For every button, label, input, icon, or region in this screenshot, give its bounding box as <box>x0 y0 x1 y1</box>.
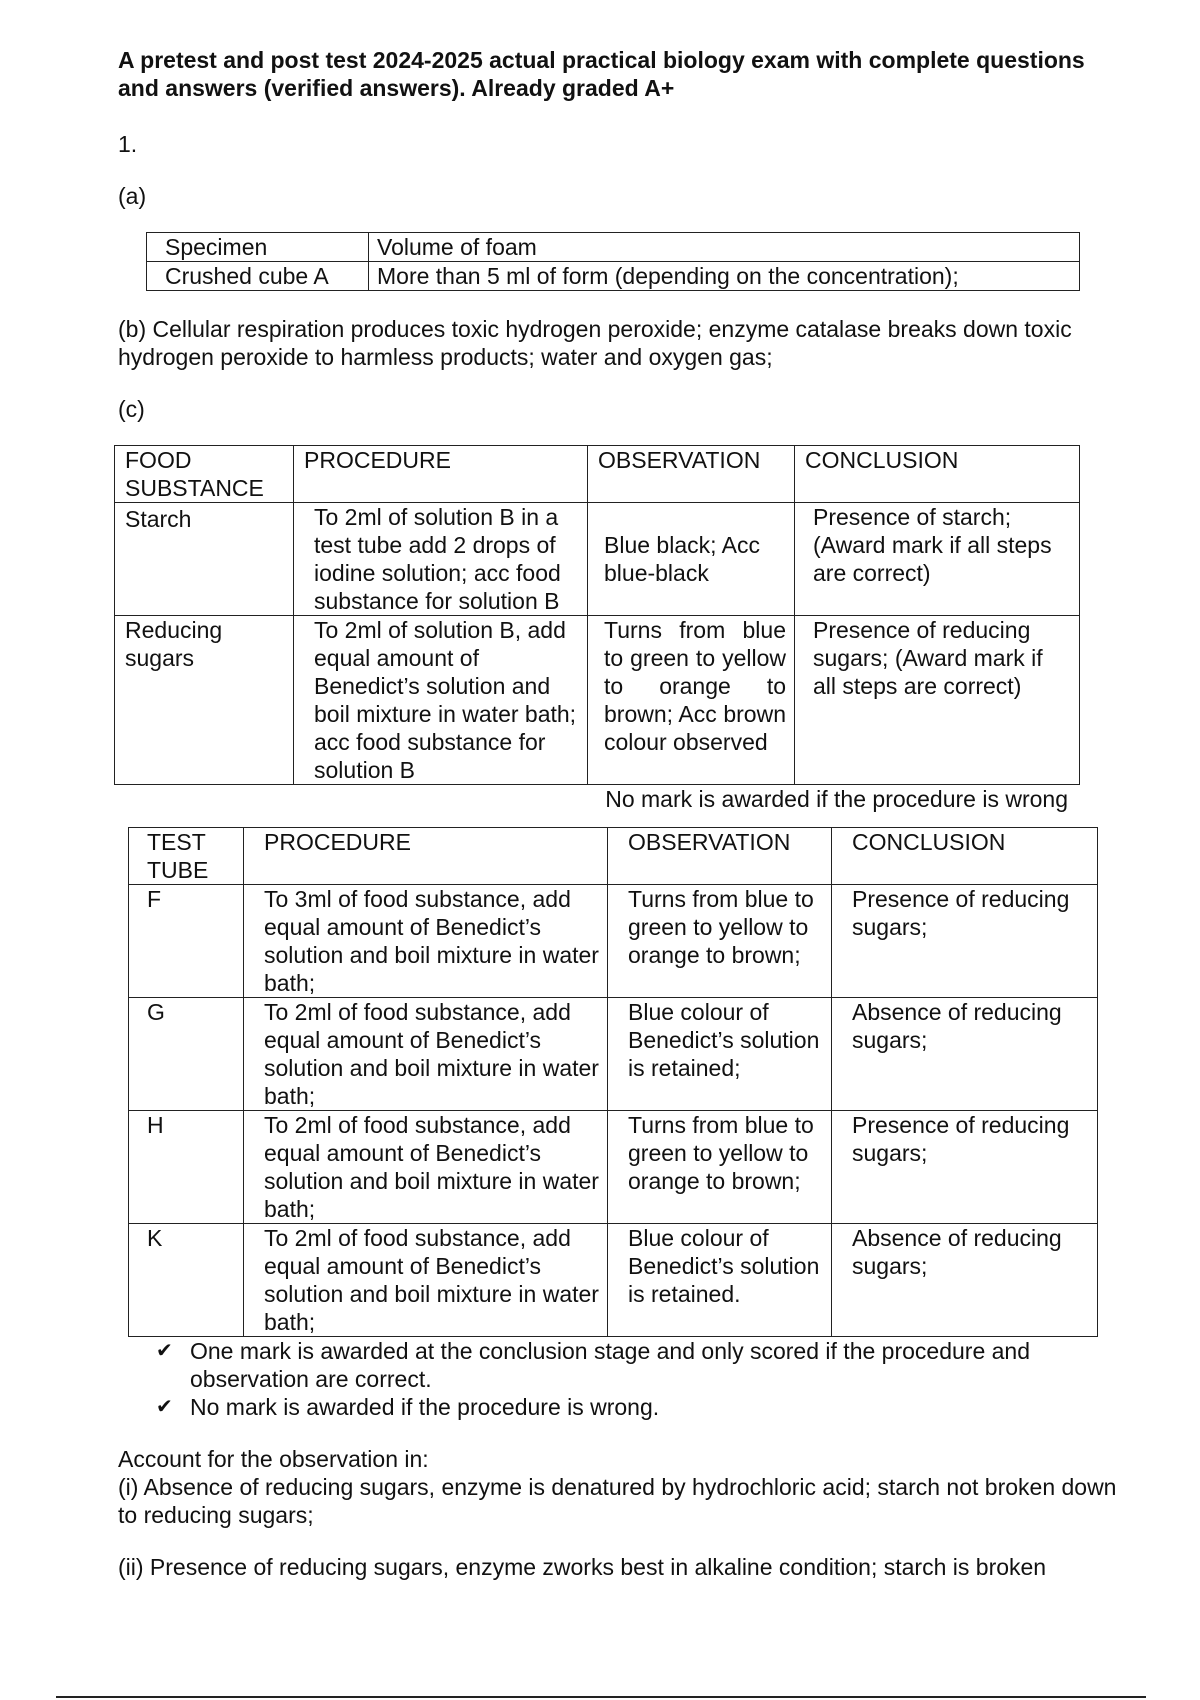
check-icon: ✔ <box>156 1340 173 1362</box>
table-cell: H <box>129 1111 244 1224</box>
part-a-label: (a) <box>118 183 147 209</box>
table-cell: Starch <box>115 503 294 616</box>
account-answer-i: (i) Absence of reducing sugars, enzyme is denatured by hydrochloric acid; starch not broken down to reducing sugars; <box>118 1474 1117 1528</box>
table-cell: Turns from blue to green to yellow to orange to brown; <box>608 885 832 998</box>
check-icon: ✔ <box>156 1396 173 1418</box>
part-b-answer: (b) Cellular respiration produces toxic hydrogen peroxide; enzyme catalase breaks down toxic hydrogen peroxide to harmless products; water and oxygen gas; <box>118 316 1072 370</box>
table-header-cell: CONCLUSION <box>795 446 1080 503</box>
table-cell: G <box>129 998 244 1111</box>
table-cell: Crushed cube A <box>147 262 369 291</box>
table-header-row <box>129 828 1098 885</box>
table-header-cell: CONCLUSION <box>832 828 1098 885</box>
table-cell: To 2ml of food substance, add equal amount of Benedict’s solution and boil mixture in water bath; <box>244 998 608 1111</box>
table-header-row <box>147 233 1080 262</box>
table-cell: Presence of starch; (Award mark if all steps are correct) <box>795 503 1080 616</box>
volume-of-foam-table <box>146 232 1080 291</box>
table-header-cell: PROCEDURE <box>244 828 608 885</box>
table-row <box>147 262 1080 291</box>
table-cell: Absence of reducing sugars; <box>832 998 1098 1111</box>
table-header-cell: OBSERVATION <box>608 828 832 885</box>
table-row <box>129 885 1098 998</box>
table-cell: Presence of reducing sugars; <box>832 885 1098 998</box>
question-number: 1. <box>118 131 138 157</box>
marking-notes <box>118 1337 1118 1421</box>
table-row <box>115 616 1080 785</box>
table-row <box>129 1111 1098 1224</box>
table-cell: To 3ml of food substance, add equal amount of Benedict’s solution and boil mixture in water bath; <box>244 885 608 998</box>
table-header-cell: TEST TUBE <box>129 828 244 885</box>
table-cell: To 2ml of food substance, add equal amount of Benedict’s solution and boil mixture in water bath; <box>244 1224 608 1337</box>
part-c-label: (c) <box>118 396 145 422</box>
table-header-cell: PROCEDURE <box>294 446 588 503</box>
test-tube-table <box>128 827 1098 1337</box>
marking-note-text: No mark is awarded if the procedure is wrong. <box>190 1394 660 1420</box>
account-heading: Account for the observation in: <box>118 1446 429 1472</box>
table-cell: To 2ml of solution B, add equal amount of Benedict’s solution and boil mixture in water bath; acc food substance for solution B <box>294 616 588 785</box>
table-header-cell: OBSERVATION <box>588 446 795 503</box>
table-header-cell: FOOD SUBSTANCE <box>115 446 294 503</box>
marking-note-text: One mark is awarded at the conclusion stage and only scored if the procedure and observation are correct. <box>190 1338 1030 1392</box>
list-item <box>156 1393 1118 1421</box>
table-cell: Absence of reducing sugars; <box>832 1224 1098 1337</box>
table-cell: More than 5 ml of form (depending on the concentration); <box>369 262 1080 291</box>
table-header-cell: Specimen <box>147 233 369 262</box>
document-page <box>118 46 1118 1581</box>
table-cell: To 2ml of solution B in a test tube add 2 drops of iodine solution; acc food substance for solution B <box>294 503 588 616</box>
table-cell: Reducing sugars <box>115 616 294 785</box>
table-row <box>129 998 1098 1111</box>
account-answer-ii: (ii) Presence of reducing sugars, enzyme zworks best in alkaline condition; starch is broken <box>118 1554 1047 1580</box>
table-cell: Presence of reducing sugars; (Award mark if all steps are correct) <box>795 616 1080 785</box>
procedure-note: No mark is awarded if the procedure is wrong <box>605 786 1068 812</box>
table-cell: Turns from blue to green to yellow to orange to brown; <box>608 1111 832 1224</box>
page-footer-rule <box>56 1696 1146 1698</box>
document-title: A pretest and post test 2024-2025 actual practical biology exam with complete questions and answers (verified answers). Already graded A+ <box>118 47 1085 101</box>
table-cell: Blue colour of Benedict’s solution is retained. <box>608 1224 832 1337</box>
table-cell: F <box>129 885 244 998</box>
list-item <box>156 1337 1118 1393</box>
table-cell: Blue colour of Benedict’s solution is retained; <box>608 998 832 1111</box>
table-header-cell: Volume of foam <box>369 233 1080 262</box>
table-row <box>115 503 1080 616</box>
table-cell: Blue black; Acc blue-black <box>588 503 795 616</box>
table-cell: To 2ml of food substance, add equal amount of Benedict’s solution and boil mixture in water bath; <box>244 1111 608 1224</box>
table-cell: Turns from blue to green to yellow to orange to brown; Acc brown colour observed <box>588 616 795 785</box>
table-cell: Presence of reducing sugars; <box>832 1111 1098 1224</box>
table-row <box>129 1224 1098 1337</box>
table-header-row <box>115 446 1080 503</box>
table-cell: K <box>129 1224 244 1337</box>
food-test-table <box>114 445 1080 785</box>
